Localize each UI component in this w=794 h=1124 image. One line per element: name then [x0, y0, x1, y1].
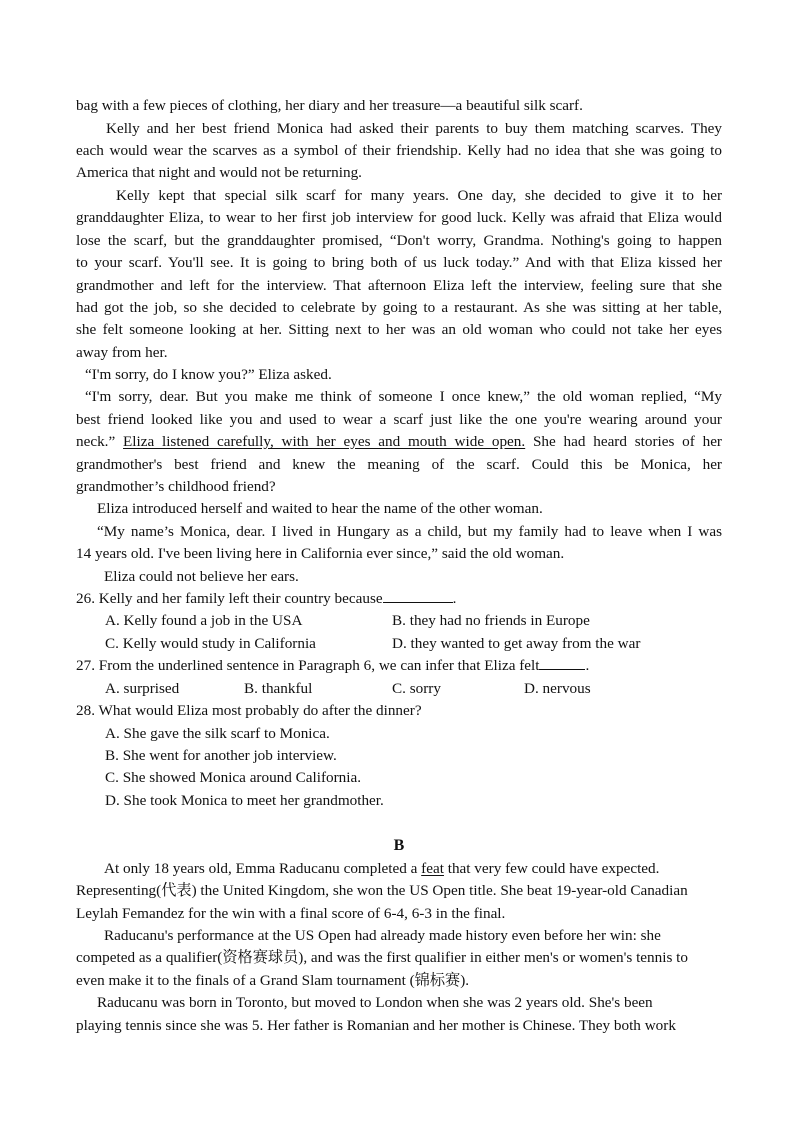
- passage-line: away from her.: [76, 344, 168, 361]
- passage-line: grandmother and left for the interview. That afternoon Eliza left the interview, feeling sure that she: [76, 277, 722, 294]
- question-28: 28. What would Eliza most probably do after the dinner?: [76, 702, 422, 719]
- passage-line: America that night and would not be returning.: [76, 164, 362, 181]
- passage-line: grandmother’s childhood friend?: [76, 478, 276, 495]
- option-26-d[interactable]: D. they wanted to get away from the war: [392, 635, 641, 652]
- underlined-word: feat: [421, 860, 444, 877]
- option-26-a[interactable]: A. Kelly found a job in the USA: [105, 612, 303, 629]
- passage-line: Representing(代表) the United Kingdom, she won the US Open title. She beat 19-year-old Canadian: [76, 882, 688, 899]
- option-27-a[interactable]: A. surprised: [105, 680, 180, 697]
- option-27-d[interactable]: D. nervous: [524, 680, 591, 697]
- passage-text: that very few could have expected.: [447, 860, 660, 877]
- passage-line: [76, 431, 722, 453]
- passage-line: “I'm sorry, dear. But you make me think of someone I once knew,” the old woman replied, “My: [85, 388, 722, 405]
- option-28-a[interactable]: A. She gave the silk scarf to Monica.: [105, 725, 330, 742]
- question-stem: 26. Kelly and her family left their country because: [76, 590, 383, 607]
- passage-line: Raducanu was born in Toronto, but moved to London when she was 2 years old. She's been: [97, 994, 653, 1011]
- passage-line: best friend looked like you and used to wear a scarf just like the one you're wearing around your: [76, 411, 722, 428]
- passage-line: Raducanu's performance at the US Open had already made history even before her win: she: [104, 927, 661, 944]
- option-27-b[interactable]: B. thankful: [244, 680, 313, 697]
- passage-line: 14 years old. I've been living here in California ever since,” said the old woman.: [76, 545, 565, 562]
- passage-line: she felt someone looking at her. Sitting next to her was an old woman who could not take her eyes: [76, 321, 722, 338]
- passage-line: Kelly kept that special silk scarf for many years. One day, she decided to give it to her: [116, 187, 722, 204]
- option-26-c[interactable]: C. Kelly would study in California: [105, 635, 316, 652]
- section-title: B: [393, 837, 405, 854]
- passage-line: “I'm sorry, do I know you?” Eliza asked.: [85, 366, 332, 383]
- passage-line: granddaughter Eliza, to wear to her first job interview for good luck. Kelly was afraid that Eliza would: [76, 209, 722, 226]
- passage-line: even make it to the finals of a Grand Slam tournament (锦标赛).: [76, 972, 470, 989]
- passage-line: grandmother's best friend and knew the meaning of the scarf. Could this be Monica, her: [76, 456, 722, 473]
- passage-line: had got the job, so she decided to celebrate by going to a restaurant. As she was sitting at her table,: [76, 299, 722, 316]
- question-stem: 27. From the underlined sentence in Paragraph 6, we can infer that Eliza felt: [76, 657, 540, 674]
- passage-line: each would wear the scarves as a symbol of their friendship. Kelly had no idea that she was going to: [76, 142, 722, 159]
- passage-line: [104, 858, 659, 880]
- passage-line: Leylah Femandez for the win with a final score of 6-4, 6-3 in the final.: [76, 905, 506, 922]
- option-26-b[interactable]: B. they had no friends in Europe: [392, 612, 590, 629]
- answer-blank: [383, 588, 453, 603]
- option-28-d[interactable]: D. She took Monica to meet her grandmother.: [105, 792, 384, 809]
- passage-line: “My name’s Monica, dear. I lived in Hungary as a child, but my family had to leave when I was: [97, 523, 722, 540]
- passage-line: to your scarf. You'll see. It is going to bring both of us luck today.” And with that Eliza kissed her: [76, 254, 722, 271]
- passage-line: lose the scarf, but the granddaughter promised, “Don't worry, Grandma. Nothing's going to happen: [76, 232, 722, 249]
- passage-text: neck.”: [76, 433, 116, 450]
- passage-text: At only 18 years old, Emma Raducanu completed a: [104, 860, 418, 877]
- passage-line: bag with a few pieces of clothing, her diary and her treasure—a beautiful silk scarf.: [76, 97, 583, 114]
- question-27: [76, 655, 589, 677]
- passage-line: playing tennis since she was 5. Her father is Romanian and her mother is Chinese. They both work: [76, 1017, 676, 1034]
- underlined-sentence: Eliza listened carefully, with her eyes and mouth wide open.: [123, 433, 526, 450]
- passage-line: competed as a qualifier(资格赛球员), and was the first qualifier in either men's or women's tennis to: [76, 949, 688, 966]
- option-28-c[interactable]: C. She showed Monica around California.: [105, 769, 362, 786]
- option-27-c[interactable]: C. sorry: [392, 680, 441, 697]
- question-stem-end: .: [452, 590, 457, 607]
- question-26: [76, 588, 456, 610]
- passage-line: Eliza introduced herself and waited to hear the name of the other woman.: [97, 500, 543, 517]
- passage-line: Kelly and her best friend Monica had asked their parents to buy them matching scarves. They: [106, 120, 722, 137]
- passage-text: She had heard stories of her: [532, 433, 722, 450]
- question-stem-end: .: [585, 657, 590, 674]
- passage-line: Eliza could not believe her ears.: [104, 568, 299, 585]
- option-28-b[interactable]: B. She went for another job interview.: [105, 747, 337, 764]
- answer-blank: [539, 655, 585, 670]
